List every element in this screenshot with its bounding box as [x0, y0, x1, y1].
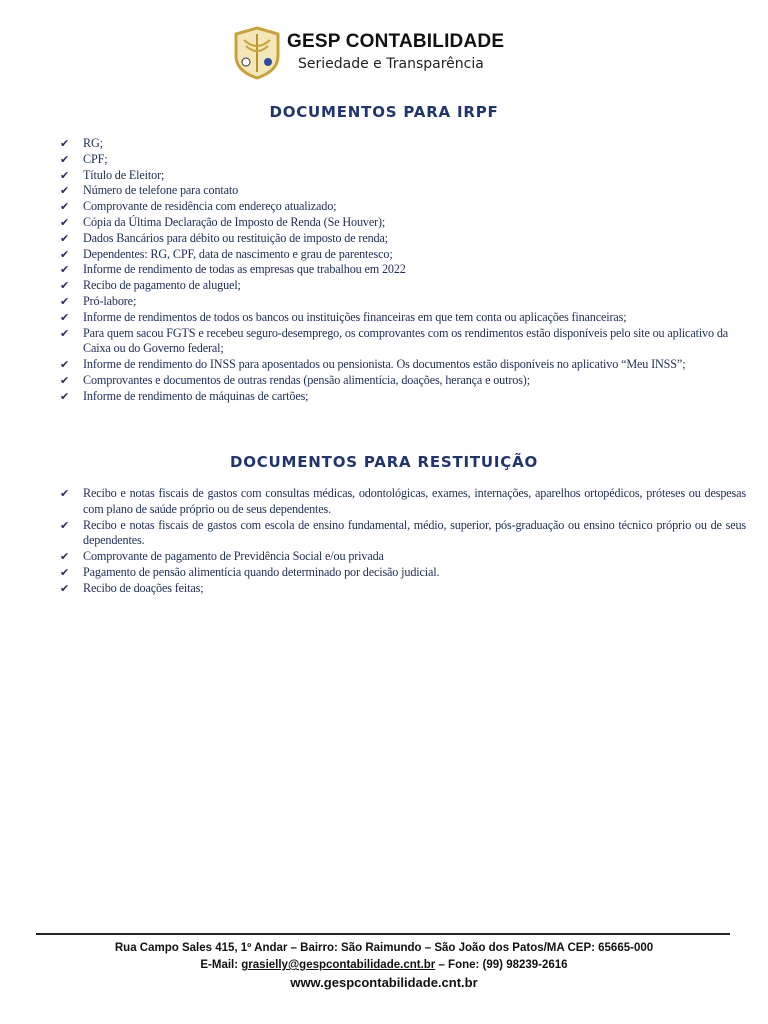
footer-divider	[36, 933, 730, 935]
brand-name: GESP CONTABILIDADE	[287, 31, 505, 52]
list-item	[60, 565, 746, 581]
checkmark-icon: ✔	[60, 168, 70, 182]
email-link[interactable]: grasielly@gespcontabilidade.cnt.br	[241, 959, 436, 971]
list-item	[60, 231, 746, 247]
list-item	[60, 357, 746, 373]
list-item-text: Informe de rendimento de todas as empresas que trabalhou em 2022	[83, 262, 406, 277]
irpf-document-list	[60, 136, 746, 405]
list-item-text: Dependentes: RG, CPF, data de nascimento e grau de parentesco;	[83, 246, 393, 261]
checkmark-icon: ✔	[60, 326, 70, 340]
footer-website[interactable]: www.gespcontabilidade.cnt.br	[290, 975, 478, 990]
list-item-text: CPF;	[83, 151, 108, 166]
list-item	[60, 278, 746, 294]
list-item	[60, 373, 746, 389]
checkmark-icon: ✔	[60, 263, 70, 277]
list-item-text: Comprovante de pagamento de Previdência Social e/ou privada	[83, 549, 384, 564]
list-item	[60, 215, 746, 231]
phone: – Fone: (99) 98239-2616	[435, 959, 568, 971]
list-item-text: Informe de rendimento do INSS para aposentados ou pensionista. Os documentos estão disponíveis no aplicativo “Meu INSS”;	[83, 357, 686, 372]
checkmark-icon: ✔	[60, 200, 70, 214]
checkmark-icon: ✔	[60, 358, 70, 372]
list-item	[60, 247, 746, 263]
company-logo	[232, 26, 282, 80]
checkmark-icon: ✔	[60, 389, 70, 403]
footer-contact	[0, 959, 768, 971]
list-item	[60, 326, 746, 358]
list-item	[60, 136, 746, 152]
checkmark-icon: ✔	[60, 215, 70, 229]
checkmark-icon: ✔	[60, 550, 70, 564]
list-item-text: Pagamento de pensão alimentícia quando determinado por decisão judicial.	[83, 564, 440, 579]
checkmark-icon: ✔	[60, 137, 70, 150]
email-label: E-Mail:	[200, 959, 242, 971]
restituicao-document-list	[60, 486, 746, 597]
checkmark-icon: ✔	[60, 247, 70, 261]
list-item-text: Dados Bancários para débito ou restituição de imposto de renda;	[83, 230, 388, 245]
list-item	[60, 518, 746, 550]
list-item	[60, 389, 746, 405]
list-item-text: Número de telefone para contato	[83, 183, 239, 198]
list-item	[60, 310, 746, 326]
list-item	[60, 486, 746, 518]
checkmark-icon: ✔	[60, 231, 70, 245]
list-item	[60, 262, 746, 278]
list-item-text: Recibo de doações feitas;	[83, 580, 204, 595]
list-item	[60, 581, 746, 597]
checkmark-icon: ✔	[60, 184, 70, 198]
list-item	[60, 294, 746, 310]
list-item-text: RG;	[83, 136, 103, 150]
list-item-text: Comprovantes e documentos de outras rendas (pensão alimentícia, doações, herança e outros);	[83, 372, 530, 387]
checkmark-icon: ✔	[60, 294, 70, 308]
checkmark-icon: ✔	[60, 152, 70, 166]
list-item-text: Pró-labore;	[83, 293, 137, 308]
checkmark-icon: ✔	[60, 581, 70, 595]
list-item-text: Cópia da Última Declaração de Imposto de Renda (Se Houver);	[83, 214, 386, 229]
brand-slogan: Seriedade e Transparência	[298, 56, 484, 72]
checkmark-icon: ✔	[60, 518, 70, 532]
list-item-text: Título de Eleitor;	[83, 167, 165, 182]
list-item	[60, 199, 746, 215]
checkmark-icon: ✔	[60, 279, 70, 293]
section-title-restituicao: DOCUMENTOS PARA RESTITUIÇÃO	[229, 453, 539, 471]
list-item-text: Informe de rendimentos de todos os bancos ou instituições financeiras em que tem conta ou aplicações financeiras;	[83, 309, 627, 324]
list-item	[60, 183, 746, 199]
checkmark-icon: ✔	[60, 487, 70, 500]
checkmark-icon: ✔	[60, 565, 70, 579]
list-item-text: Recibo e notas fiscais de gastos com escola de ensino fundamental, médio, superior, pós-graduação ou ensino técnico próprio ou de seus dependentes.	[83, 517, 746, 548]
list-item-text: Recibo de pagamento de aluguel;	[83, 278, 241, 293]
list-item	[60, 549, 746, 565]
footer-address: Rua Campo Sales 415, 1º Andar – Bairro: São Raimundo – São João dos Patos/MA CEP: 65665-000	[114, 942, 654, 954]
list-item	[60, 168, 746, 184]
list-item-text: Recibo e notas fiscais de gastos com consultas médicas, odontológicas, exames, internações, aparelhos ortopédicos, próteses ou despesas com plano de saúde próprio ou de seus dependentes.	[83, 486, 746, 516]
checkmark-icon: ✔	[60, 373, 70, 387]
checkmark-icon: ✔	[60, 310, 70, 324]
list-item-text: Para quem sacou FGTS e recebeu seguro-desemprego, os comprovantes com os rendimentos estão disponíveis pelo site ou aplicativo da Caixa ou do Governo federal;	[83, 325, 729, 356]
section-title-irpf: DOCUMENTOS PARA IRPF	[269, 103, 499, 121]
list-item-text: Comprovante de residência com endereço atualizado;	[83, 199, 337, 214]
list-item	[60, 152, 746, 168]
list-item-text: Informe de rendimento de máquinas de cartões;	[83, 388, 309, 403]
